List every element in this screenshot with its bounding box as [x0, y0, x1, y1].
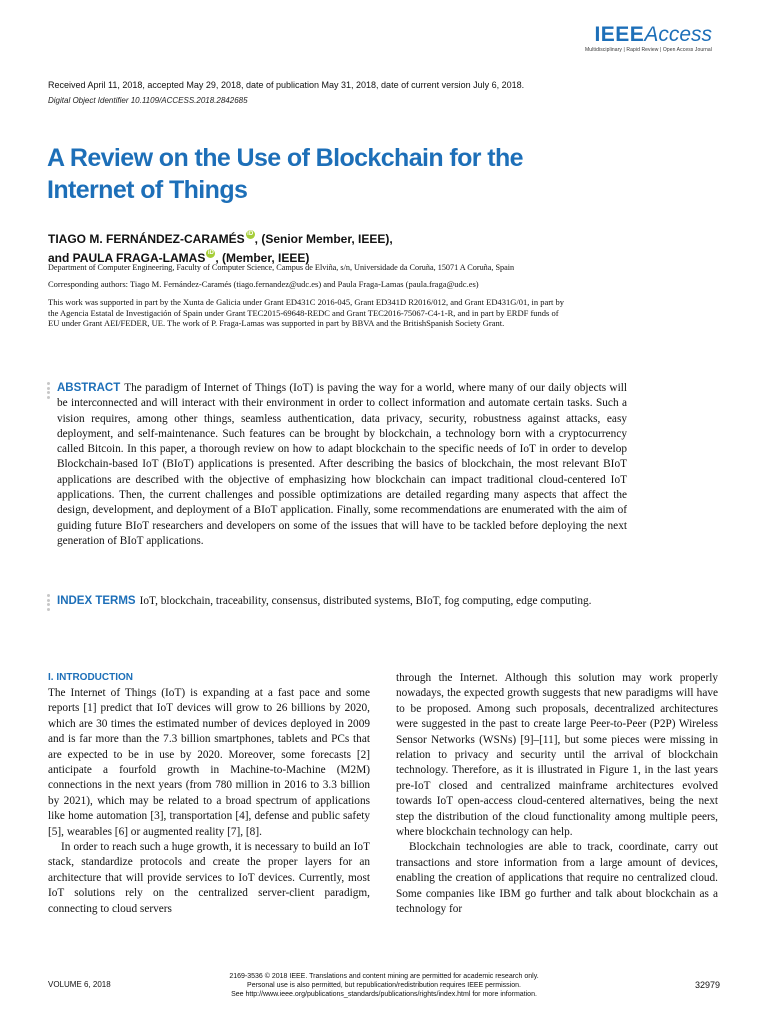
- doi: Digital Object Identifier 10.1109/ACCESS.2018.2842685: [48, 96, 248, 105]
- abstract-text: The paradigm of Internet of Things (IoT) is paving the way for a world, where many of our daily objects will be interconnected and will interact with their environment in order to collect information and automate certain tasks. Such a vision requires, among other things, seamless authentication, data privacy, security, robustness against attacks, easy deployment, and self-maintenance. Such features can be brought by blockchain, a technology born with a cryptocurrency called Bitcoin. In this paper, a thorough review on how to adapt blockchain to the specific needs of IoT in order to develop Blockchain-based IoT (BIoT) applications is presented. After describing the basics of blockchain, the most relevant BIoT applications are described with the objective of emphasizing how blockchain can impact traditional cloud-centered IoT applications. Then, the current challenges and possible optimizations are detailed regarding many aspects that affect the design, development, and deployment of a BIoT application. Finally, some recommendations are enumerated with the aim of guiding future BIoT researchers and developers on some of the issues that will have to be tackled before deploying the next generation of BIoT applications.: [57, 382, 627, 547]
- index-terms: [57, 594, 627, 609]
- author-membership: , (Member, IEEE): [215, 251, 310, 265]
- index-terms-label: INDEX TERMS: [57, 595, 136, 607]
- body-paragraph: Blockchain technologies are able to track, coordinate, carry out transactions and store information from a large amount of devices, enabling the creation of applications that require no centralized cloud. Some companies like IBM go further and talk about blockchain as a technology for: [396, 841, 718, 916]
- section-heading-introduction: I. INTRODUCTION: [48, 672, 133, 683]
- received-dates: Received April 11, 2018, accepted May 29, 2018, date of publication May 31, 2018, date of current version July 6, 2018.: [48, 80, 525, 90]
- author-name[interactable]: PAULA FRAGA-LAMAS: [72, 251, 206, 265]
- copyright-line: Personal use is also permitted, but republication/redistribution requires IEEE permission.: [247, 982, 521, 989]
- body-paragraph: In order to reach such a huge growth, it is necessary to build an IoT stack, standardize protocols and create the proper layers for an architecture that will provide services to IoT devices. Currently, most IoT solutions rely on the centralized server-client paradigm, connecting to cloud servers: [48, 841, 370, 915]
- footer-copyright: [160, 972, 608, 999]
- author-line-1: [48, 230, 393, 249]
- copyright-line: 2169-3536 © 2018 IEEE. Translations and content mining are permitted for academic research only.: [229, 973, 539, 980]
- affiliation: Department of Computer Engineering, Faculty of Computer Science, Campus de Elviña, s/n, Universidade da Coruña, 15071 A Coruña, Spain: [48, 263, 515, 272]
- corresponding-authors: Corresponding authors: Tiago M. Fernández-Caramés (tiago.fernandez@udc.es) and Paula Fraga-Lamas (paula.fraga@udc.es): [48, 279, 479, 289]
- orcid-icon[interactable]: iD: [247, 231, 254, 237]
- author-name[interactable]: TIAGO M. FERNÁNDEZ-CARAMÉS: [48, 232, 245, 246]
- column-left: [48, 671, 370, 917]
- column-right: [396, 671, 718, 918]
- page-number: 32979: [694, 980, 720, 990]
- brand-italic: Access: [644, 23, 712, 46]
- index-terms-marker-icon: [47, 594, 50, 612]
- abstract-marker-icon: [47, 382, 50, 400]
- footer-volume: VOLUME 6, 2018: [48, 980, 111, 989]
- funding-note: This work was supported in part by the Xunta de Galicia under Grant ED431C 2016-045, Grant ED341D R2016/012, and Grant ED431G/01, in part by the Agencia Estatal de Investigación of Spain under Grant TEC2015-69648-REDC and Grant TEC2016-75067-C4-1-R, and in part by ERDF funds of EU under Grant AEI/FEDER, UE. The work of P. Fraga-Lamas was supported in part by BBVA and the BritishSpanish Society Grant.: [48, 297, 565, 328]
- index-terms-text: IoT, blockchain, traceability, consensus, distributed systems, BIoT, fog computing, edge computing.: [139, 595, 592, 607]
- journal-tagline: Multidisciplinary | Rapid Review | Open Access Journal: [585, 47, 712, 53]
- author-membership: , (Senior Member, IEEE),: [254, 232, 393, 246]
- paper-title: A Review on the Use of Blockchain for the Internet of Things: [47, 144, 523, 204]
- journal-brand: [585, 24, 712, 46]
- copyright-line-link[interactable]: See http://www.ieee.org/publications_standards/publications/rights/index.html for more information.: [231, 991, 537, 998]
- brand-bold: IEEE: [594, 23, 645, 46]
- abstract-label: ABSTRACT: [57, 382, 121, 394]
- journal-logo: [585, 24, 712, 53]
- orcid-icon[interactable]: iD: [207, 250, 214, 256]
- body-paragraph: through the Internet. Although this solution may work properly nowadays, the expected growth suggests that new paradigms will have to be proposed. Among such proposals, decentralized architectures were suggested in the past to create large Peer-to-Peer (P2P) Wireless Sensor Networks (WSNs) [9]–[11], but some pieces were missing in relation to privacy and security until the arrival of blockchain technology. Therefore, as it is illustrated in Figure 1, in the last years pre-IoT closed and centralized mainframe architectures evolved towards IoT open-access cloud-centered alternatives, being the next step the distribution of the cloud functionality among multiple peers, where blockchain technology can help.: [396, 672, 718, 839]
- body-paragraph: The Internet of Things (IoT) is expanding at a fast pace and some reports [1] predict that IoT devices will grow to 26 billions by 2020, which are 30 times the estimated number of devices deployed in 2009 and is far more than the 7.3 billion smartphones, tablets and PCs that are expected to be in use by 2020. Moreover, some forecasts [2] anticipate a fourfold growth in Machine-to-Machine (M2M) connections in the next years (from 780 million in 2016 to 3.3 billion by 2021), which may be related to a broad spectrum of applications like home automation [3], transportation [4], defense and public safety [5], wearables [6] or augmented reality [7], [8].: [48, 687, 370, 838]
- abstract: [57, 381, 627, 549]
- author-conjunction: and: [48, 251, 73, 265]
